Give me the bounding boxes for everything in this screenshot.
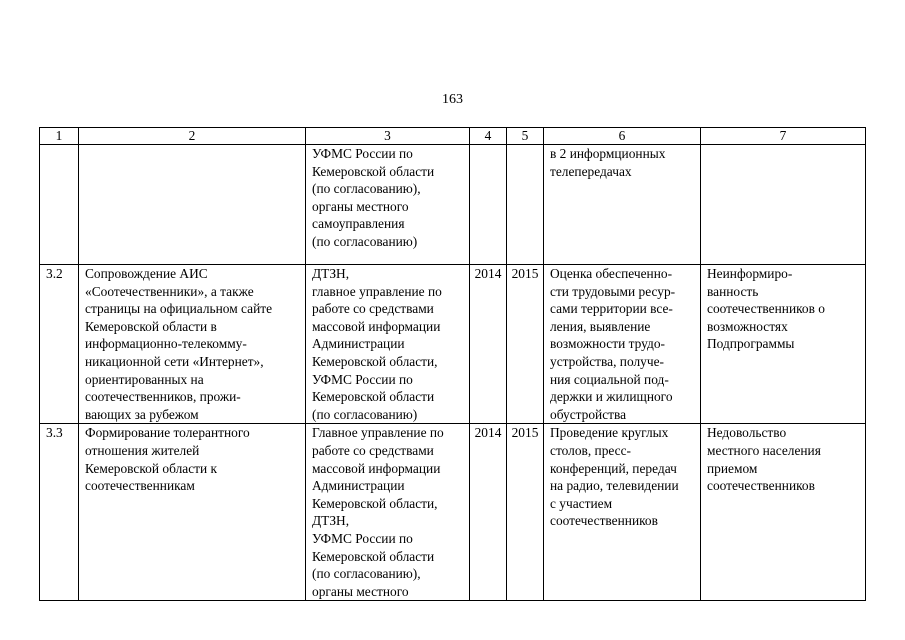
- executor-cell: Главное управление по работе со средствами массовой информации Администрации Кемеровской области, ДТЗН, УФМС России по Кемеровской области (по согласованию), органы местного: [306, 424, 470, 601]
- table-row: [40, 145, 866, 265]
- measure-name-cell: Формирование толерантного отношения жителей Кемеровской области к соотечественникам: [79, 424, 306, 601]
- end-year-cell: 2015: [507, 265, 544, 424]
- result-cell: Оценка обеспеченно- сти трудовыми ресур- сами территории все- ления, выявление возможности трудо- устройства, получе- ния социальной под- держки и жилищного обустройства: [544, 265, 701, 424]
- header-cell: 6: [544, 128, 701, 145]
- header-cell: 5: [507, 128, 544, 145]
- executor-cell: ДТЗН, главное управление по работе со средствами массовой информации Администрации Кемеровской области, УФМС России по Кемеровской области (по согласованию): [306, 265, 470, 424]
- table-header-row: [40, 128, 866, 145]
- header-cell: 3: [306, 128, 470, 145]
- header-cell: 1: [40, 128, 79, 145]
- header-cell: 7: [701, 128, 866, 145]
- measure-name-cell: [79, 145, 306, 265]
- page-number: 163: [442, 92, 463, 107]
- item-number-cell: [40, 145, 79, 265]
- measure-name-cell: Сопровождение АИС «Соотечественники», а также страницы на официальном сайте Кемеровской области в информационно-телекомму- никационной сети «Интернет», ориентированных на соотечественников, прожи- вающих за рубежом: [79, 265, 306, 424]
- start-year-cell: 2014: [470, 265, 507, 424]
- header-cell: 2: [79, 128, 306, 145]
- item-number-cell: 3.2: [40, 265, 79, 424]
- end-year-cell: [507, 145, 544, 265]
- header-cell: 4: [470, 128, 507, 145]
- start-year-cell: 2014: [470, 424, 507, 601]
- result-cell: Проведение круглых столов, пресс- конференций, передач на радио, телевидении с участием соотечественников: [544, 424, 701, 601]
- executor-cell: УФМС России по Кемеровской области (по согласованию), органы местного самоуправления (по согласованию): [306, 145, 470, 265]
- item-number-cell: 3.3: [40, 424, 79, 601]
- risk-cell: [701, 145, 866, 265]
- measures-table: [39, 127, 866, 601]
- risk-cell: Неинформиро- ванность соотечественников о возможностях Подпрограммы: [701, 265, 866, 424]
- result-cell: в 2 информционных телепередачах: [544, 145, 701, 265]
- table-row: [40, 265, 866, 424]
- end-year-cell: 2015: [507, 424, 544, 601]
- risk-cell: Недовольство местного населения приемом соотечественников: [701, 424, 866, 601]
- table-row: [40, 424, 866, 601]
- start-year-cell: [470, 145, 507, 265]
